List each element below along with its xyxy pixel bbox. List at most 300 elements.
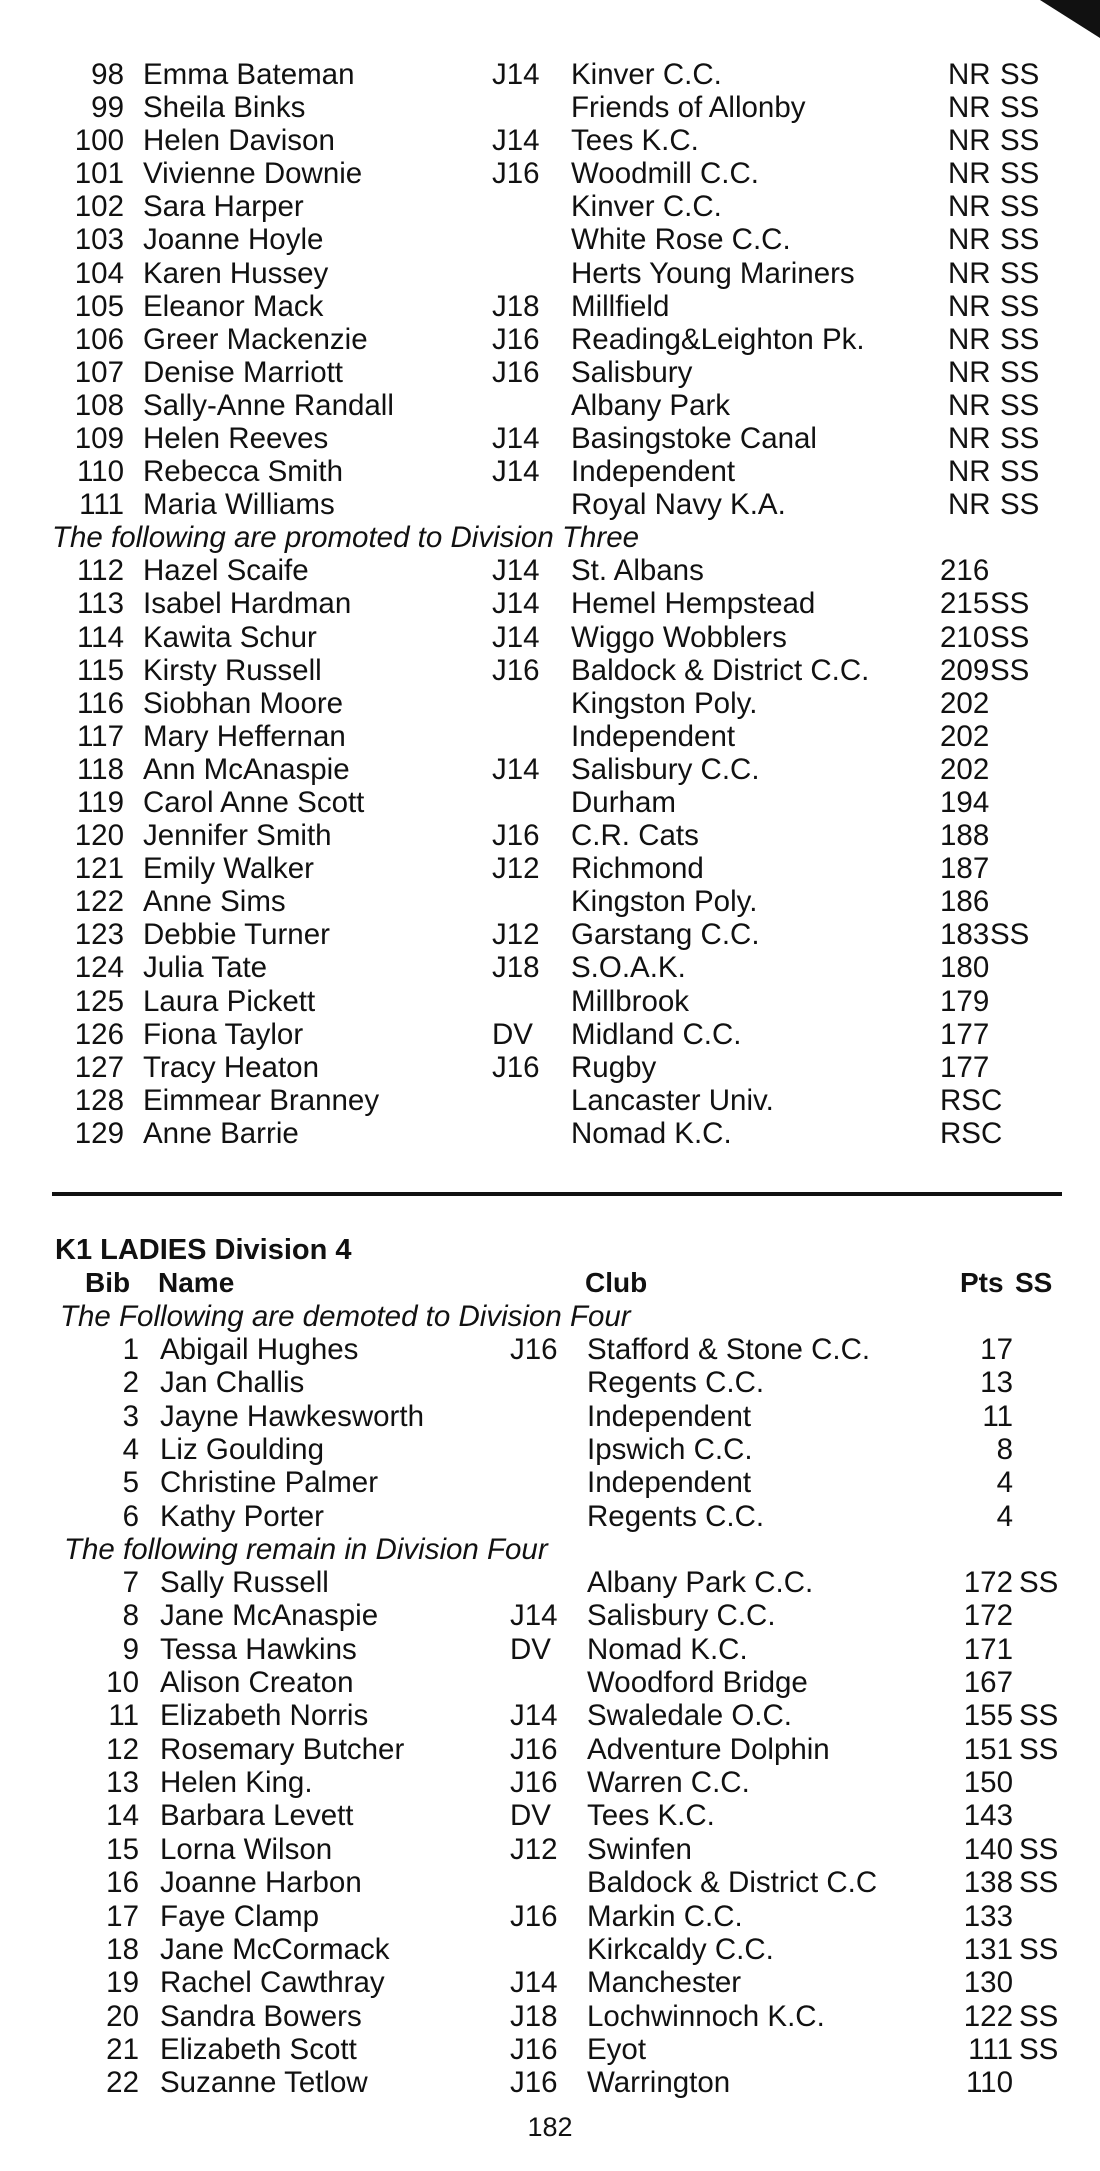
category-cell: J14 xyxy=(492,620,540,654)
name-cell: Eimmear Branney xyxy=(143,1083,380,1117)
points-cell: NR xyxy=(948,190,991,224)
result-row xyxy=(0,885,1100,918)
page-corner-shadow xyxy=(1040,0,1100,38)
bib-cell: 115 xyxy=(76,653,124,687)
result-row xyxy=(0,1018,1100,1051)
name-cell: Abigail Hughes xyxy=(160,1333,359,1366)
category-cell: J16 xyxy=(510,1899,558,1933)
club-cell: Basingstoke Canal xyxy=(571,422,817,456)
result-row xyxy=(0,58,1100,91)
points-cell: 8 xyxy=(996,1433,1013,1467)
name-cell: Alison Creaton xyxy=(160,1666,354,1700)
category-cell: J18 xyxy=(492,951,540,985)
category-cell: J12 xyxy=(492,918,540,952)
club-cell: St. Albans xyxy=(571,554,704,588)
name-cell: Jane McCormack xyxy=(160,1932,390,1966)
bib-cell: 110 xyxy=(76,455,124,489)
ss-cell: SS xyxy=(1000,190,1040,224)
points-cell: 143 xyxy=(963,1799,1013,1833)
category-cell: J14 xyxy=(492,587,540,621)
name-cell: Jayne Hawkesworth xyxy=(160,1399,424,1433)
club-cell: Kirkcaldy C.C. xyxy=(587,1932,774,1966)
points-cell: 122 xyxy=(963,1999,1013,2033)
club-cell: Adventure Dolphin xyxy=(587,1732,830,1766)
name-cell: Julia Tate xyxy=(143,951,268,985)
ss-cell: SS xyxy=(1000,58,1040,91)
name-cell: Hazel Scaife xyxy=(143,554,309,588)
points-cell: 210 xyxy=(940,620,990,654)
points-cell: 13 xyxy=(980,1366,1013,1400)
name-cell: Karen Hussey xyxy=(143,256,329,290)
result-row xyxy=(0,1966,1100,1999)
club-cell: Warrington xyxy=(587,2066,731,2100)
result-row xyxy=(0,951,1100,984)
points-cell: 177 xyxy=(940,1017,990,1051)
club-cell: Regents C.C. xyxy=(587,1366,765,1400)
bib-cell: 11 xyxy=(108,1699,139,1733)
club-cell: Markin C.C. xyxy=(587,1899,743,1933)
page-number: 182 xyxy=(527,2112,573,2142)
name-cell: Rosemary Butcher xyxy=(160,1732,405,1766)
category-cell: J16 xyxy=(492,653,540,687)
points-cell: NR xyxy=(948,455,991,489)
bib-cell: 120 xyxy=(74,819,124,853)
name-cell: Fiona Taylor xyxy=(143,1017,304,1051)
result-row xyxy=(0,190,1100,223)
bib-cell: 100 xyxy=(74,124,124,158)
result-row xyxy=(0,323,1100,356)
name-cell: Laura Pickett xyxy=(143,984,316,1018)
points-cell: 215 xyxy=(940,587,990,621)
points-cell: 202 xyxy=(940,719,990,753)
bib-cell: 103 xyxy=(74,223,124,257)
result-row xyxy=(0,819,1100,852)
club-cell: Independent xyxy=(571,719,736,753)
category-cell: J16 xyxy=(492,355,540,389)
name-cell: Tracy Heaton xyxy=(143,1050,319,1084)
points-cell: NR xyxy=(948,388,991,422)
category-cell: J14 xyxy=(492,752,540,786)
result-row xyxy=(0,1366,1100,1399)
bib-cell: 114 xyxy=(76,620,124,654)
bib-cell: 16 xyxy=(106,1866,139,1900)
points-cell: 110 xyxy=(965,2066,1013,2100)
bib-cell: 21 xyxy=(106,2032,139,2066)
name-cell: Suzanne Tetlow xyxy=(160,2066,368,2100)
bib-cell: 7 xyxy=(122,1566,139,1600)
category-cell: J14 xyxy=(492,124,540,158)
club-cell: Kingston Poly. xyxy=(571,686,758,720)
bib-cell: 17 xyxy=(106,1899,139,1933)
club-cell: Salisbury xyxy=(571,355,693,389)
ss-cell: SS xyxy=(1000,355,1040,389)
bib-cell: 118 xyxy=(76,752,124,786)
club-cell: Independent xyxy=(587,1399,752,1433)
bib-cell: 6 xyxy=(122,1499,139,1533)
category-cell: DV xyxy=(492,1017,533,1051)
result-row xyxy=(0,488,1100,521)
bib-cell: 128 xyxy=(74,1083,124,1117)
club-cell: Royal Navy K.A. xyxy=(571,488,786,522)
club-cell: Woodmill C.C. xyxy=(571,157,759,191)
points-cell: 187 xyxy=(940,852,990,886)
club-cell: Hemel Hempstead xyxy=(571,587,816,621)
result-row xyxy=(0,1799,1100,1832)
name-cell: Rebecca Smith xyxy=(143,455,344,489)
name-cell: Liz Goulding xyxy=(160,1433,324,1467)
ss-cell: SS xyxy=(1000,223,1040,257)
club-cell: Richmond xyxy=(571,852,704,886)
result-row xyxy=(0,2066,1100,2099)
points-cell: 186 xyxy=(940,885,990,919)
club-cell: Salisbury C.C. xyxy=(587,1599,776,1633)
category-cell: J16 xyxy=(510,1732,558,1766)
points-cell: 138 xyxy=(963,1866,1013,1900)
ss-cell: SS xyxy=(1019,1832,1059,1866)
name-cell: Debbie Turner xyxy=(143,918,330,952)
club-cell: Independent xyxy=(587,1466,752,1500)
club-cell: Eyot xyxy=(587,2032,647,2066)
ss-cell: SS xyxy=(990,620,1030,654)
points-cell: RSC xyxy=(940,1116,1003,1150)
bib-cell: 116 xyxy=(76,686,124,720)
result-row xyxy=(0,1084,1100,1117)
club-cell: Wiggo Wobblers xyxy=(571,620,787,654)
name-cell: Denise Marriott xyxy=(143,355,344,389)
points-cell: NR xyxy=(948,322,991,356)
result-row xyxy=(0,1833,1100,1866)
bib-cell: 129 xyxy=(74,1116,124,1150)
name-cell: Helen King. xyxy=(160,1766,313,1800)
points-cell: 155 xyxy=(963,1699,1013,1733)
result-row xyxy=(0,587,1100,620)
column-headers xyxy=(0,1266,1100,1300)
result-row xyxy=(0,157,1100,190)
club-cell: Swaledale O.C. xyxy=(587,1699,792,1733)
points-cell: 216 xyxy=(940,554,990,588)
club-cell: Woodford Bridge xyxy=(587,1666,808,1700)
result-row xyxy=(0,1500,1100,1533)
ss-cell: SS xyxy=(1019,1866,1059,1900)
result-row xyxy=(0,753,1100,786)
club-cell: S.O.A.K. xyxy=(571,951,686,985)
result-row xyxy=(0,2033,1100,2066)
club-cell: Lancaster Univ. xyxy=(571,1083,774,1117)
remain-heading: The following remain in Division Four xyxy=(64,1533,548,1567)
bib-cell: 10 xyxy=(106,1666,139,1700)
results-page xyxy=(0,58,1100,2100)
result-row xyxy=(0,1666,1100,1699)
result-row xyxy=(0,389,1100,422)
bib-cell: 101 xyxy=(74,157,124,191)
bib-cell: 9 xyxy=(122,1632,139,1666)
name-cell: Lorna Wilson xyxy=(160,1832,333,1866)
club-cell: Salisbury C.C. xyxy=(571,752,760,786)
result-row xyxy=(0,720,1100,753)
club-cell: Stafford & Stone C.C. xyxy=(587,1333,871,1366)
name-cell: Helen Reeves xyxy=(143,422,329,456)
result-row xyxy=(0,1466,1100,1499)
result-row xyxy=(0,422,1100,455)
result-row xyxy=(0,1117,1100,1150)
name-cell: Sheila Binks xyxy=(143,91,306,125)
col-club: Club xyxy=(585,1267,648,1298)
points-cell: 4 xyxy=(996,1499,1013,1533)
club-cell: Tees K.C. xyxy=(571,124,699,158)
result-row xyxy=(0,1633,1100,1666)
bib-cell: 15 xyxy=(106,1832,139,1866)
col-name: Name xyxy=(158,1267,235,1298)
ss-cell: SS xyxy=(1000,455,1040,489)
result-row xyxy=(0,918,1100,951)
points-cell: NR xyxy=(948,355,991,389)
ss-cell: SS xyxy=(990,918,1030,952)
result-row xyxy=(0,1866,1100,1899)
bib-cell: 22 xyxy=(106,2066,139,2100)
club-cell: C.R. Cats xyxy=(571,819,699,853)
result-row xyxy=(0,985,1100,1018)
points-cell: NR xyxy=(948,289,991,323)
category-cell: J14 xyxy=(492,554,540,588)
points-cell: 4 xyxy=(996,1466,1013,1500)
name-cell: Joanne Hoyle xyxy=(143,223,324,257)
points-cell: NR xyxy=(948,91,991,125)
club-cell: Durham xyxy=(571,785,676,819)
club-cell: Swinfen xyxy=(587,1832,692,1866)
result-row xyxy=(0,1900,1100,1933)
club-cell: Baldock & District C.C xyxy=(587,1866,878,1900)
category-cell: J16 xyxy=(492,322,540,356)
name-cell: Anne Barrie xyxy=(143,1116,299,1150)
name-cell: Eleanor Mack xyxy=(143,289,324,323)
division4-title: K1 LADIES Division 4 xyxy=(55,1234,352,1266)
club-cell: Lochwinnoch K.C. xyxy=(587,1999,825,2033)
bib-cell: 108 xyxy=(74,388,124,422)
result-row xyxy=(0,1433,1100,1466)
bib-cell: 119 xyxy=(76,785,124,819)
ss-cell: SS xyxy=(990,653,1030,687)
name-cell: Kathy Porter xyxy=(160,1499,324,1533)
name-cell: Christine Palmer xyxy=(160,1466,379,1500)
club-cell: Midland C.C. xyxy=(571,1017,742,1051)
ss-cell: SS xyxy=(990,587,1030,621)
points-cell: 183 xyxy=(940,918,990,952)
category-cell: J14 xyxy=(492,422,540,456)
club-cell: Reading&Leighton Pk. xyxy=(571,322,865,356)
name-cell: Jan Challis xyxy=(160,1366,305,1400)
result-row xyxy=(0,91,1100,124)
name-cell: Sandra Bowers xyxy=(160,1999,362,2033)
result-row xyxy=(0,1051,1100,1084)
ss-cell: SS xyxy=(1000,422,1040,456)
category-cell: J14 xyxy=(510,1699,558,1733)
name-cell: Helen Davison xyxy=(143,124,335,158)
col-bib: Bib xyxy=(85,1267,131,1298)
category-cell: J16 xyxy=(492,819,540,853)
name-cell: Isabel Hardman xyxy=(143,587,352,621)
category-cell: J14 xyxy=(510,1599,558,1633)
division3-tail-list xyxy=(0,58,1100,521)
bib-cell: 111 xyxy=(79,488,124,522)
club-cell: Baldock & District C.C. xyxy=(571,653,870,687)
bib-cell: 127 xyxy=(74,1050,124,1084)
points-cell: 177 xyxy=(940,1050,990,1084)
points-cell: NR xyxy=(948,157,991,191)
ss-cell: SS xyxy=(1019,1732,1059,1766)
bib-cell: 104 xyxy=(74,256,124,290)
name-cell: Sally-Anne Randall xyxy=(143,388,394,422)
points-cell: 209 xyxy=(940,653,990,687)
result-row xyxy=(0,1766,1100,1799)
bib-cell: 125 xyxy=(74,984,124,1018)
bib-cell: 126 xyxy=(74,1017,124,1051)
name-cell: Sally Russell xyxy=(160,1566,329,1600)
result-row xyxy=(0,654,1100,687)
bib-cell: 12 xyxy=(106,1732,139,1766)
bib-cell: 18 xyxy=(106,1932,139,1966)
name-cell: Elizabeth Norris xyxy=(160,1699,369,1733)
ss-cell: SS xyxy=(1019,1699,1059,1733)
bib-cell: 124 xyxy=(74,951,124,985)
name-cell: Kawita Schur xyxy=(143,620,317,654)
name-cell: Kirsty Russell xyxy=(143,653,322,687)
remain-list xyxy=(0,1566,1100,2100)
points-cell: 11 xyxy=(982,1399,1013,1433)
result-row xyxy=(0,621,1100,654)
points-cell: 188 xyxy=(940,819,990,853)
ss-cell: SS xyxy=(1000,488,1040,522)
name-cell: Barbara Levett xyxy=(160,1799,354,1833)
club-cell: White Rose C.C. xyxy=(571,223,791,257)
club-cell: Nomad K.C. xyxy=(587,1632,748,1666)
result-row xyxy=(0,356,1100,389)
points-cell: NR xyxy=(948,58,991,91)
bib-cell: 113 xyxy=(76,587,124,621)
category-cell: J16 xyxy=(510,2032,558,2066)
bib-cell: 4 xyxy=(122,1433,139,1467)
result-row xyxy=(0,554,1100,587)
result-row xyxy=(0,2000,1100,2033)
promoted-list xyxy=(0,554,1100,1150)
club-cell: Independent xyxy=(571,455,736,489)
bib-cell: 5 xyxy=(122,1466,139,1500)
points-cell: NR xyxy=(948,256,991,290)
points-cell: 167 xyxy=(963,1666,1013,1700)
bib-cell: 8 xyxy=(122,1599,139,1633)
club-cell: Kinver C.C. xyxy=(571,58,722,91)
bib-cell: 112 xyxy=(76,554,124,588)
promoted-heading: The following are promoted to Division Three xyxy=(52,521,640,555)
bib-cell: 20 xyxy=(106,1999,139,2033)
club-cell: Tees K.C. xyxy=(587,1799,715,1833)
result-row xyxy=(0,1599,1100,1632)
club-cell: Herts Young Mariners xyxy=(571,256,855,290)
name-cell: Greer Mackenzie xyxy=(143,322,368,356)
ss-cell: SS xyxy=(1000,322,1040,356)
result-row xyxy=(0,257,1100,290)
name-cell: Tessa Hawkins xyxy=(160,1632,357,1666)
category-cell: J12 xyxy=(492,852,540,886)
bib-cell: 106 xyxy=(74,322,124,356)
points-cell: 133 xyxy=(963,1899,1013,1933)
category-cell: J16 xyxy=(510,1766,558,1800)
name-cell: Emma Bateman xyxy=(143,58,355,91)
result-row xyxy=(0,290,1100,323)
points-cell: 151 xyxy=(963,1732,1013,1766)
points-cell: 111 xyxy=(968,2032,1013,2066)
category-cell: J18 xyxy=(510,1999,558,2033)
name-cell: Sara Harper xyxy=(143,190,304,224)
name-cell: Anne Sims xyxy=(143,885,286,919)
bib-cell: 2 xyxy=(122,1366,139,1400)
club-cell: Manchester xyxy=(587,1966,742,2000)
bib-cell: 99 xyxy=(91,91,124,125)
result-row xyxy=(0,1333,1100,1366)
ss-cell: SS xyxy=(1000,256,1040,290)
section-divider xyxy=(52,1192,1062,1196)
points-cell: 172 xyxy=(963,1599,1013,1633)
club-cell: Millbrook xyxy=(571,984,690,1018)
col-pts: Pts xyxy=(960,1267,1004,1298)
points-cell: 180 xyxy=(940,951,990,985)
points-cell: RSC xyxy=(940,1083,1003,1117)
category-cell: J14 xyxy=(510,1966,558,2000)
points-cell: 179 xyxy=(940,984,990,1018)
ss-cell: SS xyxy=(1019,1932,1059,1966)
name-cell: Carol Anne Scott xyxy=(143,785,365,819)
points-cell: NR xyxy=(948,422,991,456)
result-row xyxy=(0,455,1100,488)
ss-cell: SS xyxy=(1000,289,1040,323)
category-cell: J16 xyxy=(492,157,540,191)
bib-cell: 14 xyxy=(106,1799,139,1833)
bib-cell: 107 xyxy=(74,355,124,389)
name-cell: Ann McAnaspie xyxy=(143,752,350,786)
ss-cell: SS xyxy=(1000,157,1040,191)
category-cell: J14 xyxy=(492,58,540,91)
points-cell: NR xyxy=(948,124,991,158)
result-row xyxy=(0,223,1100,256)
result-row xyxy=(0,1699,1100,1732)
bib-cell: 13 xyxy=(106,1766,139,1800)
club-cell: Kingston Poly. xyxy=(571,885,758,919)
result-row xyxy=(0,852,1100,885)
club-cell: Warren C.C. xyxy=(587,1766,750,1800)
bib-cell: 121 xyxy=(74,852,124,886)
category-cell: J16 xyxy=(510,2066,558,2100)
ss-cell: SS xyxy=(1019,1999,1059,2033)
result-row xyxy=(0,1400,1100,1433)
bib-cell: 3 xyxy=(122,1399,139,1433)
demoted-list xyxy=(0,1333,1100,1533)
points-cell: 131 xyxy=(963,1932,1013,1966)
bib-cell: 109 xyxy=(74,422,124,456)
club-cell: Nomad K.C. xyxy=(571,1116,732,1150)
club-cell: Albany Park C.C. xyxy=(587,1566,814,1600)
result-row xyxy=(0,786,1100,819)
result-row xyxy=(0,1733,1100,1766)
club-cell: Kinver C.C. xyxy=(571,190,722,224)
category-cell: DV xyxy=(510,1632,551,1666)
club-cell: Millfield xyxy=(571,289,670,323)
points-cell: 130 xyxy=(963,1966,1013,2000)
name-cell: Jane McAnaspie xyxy=(160,1599,379,1633)
result-row xyxy=(0,687,1100,720)
bib-cell: 19 xyxy=(106,1966,139,2000)
bib-cell: 1 xyxy=(122,1333,139,1366)
points-cell: 172 xyxy=(963,1566,1013,1600)
ss-cell: SS xyxy=(1000,388,1040,422)
